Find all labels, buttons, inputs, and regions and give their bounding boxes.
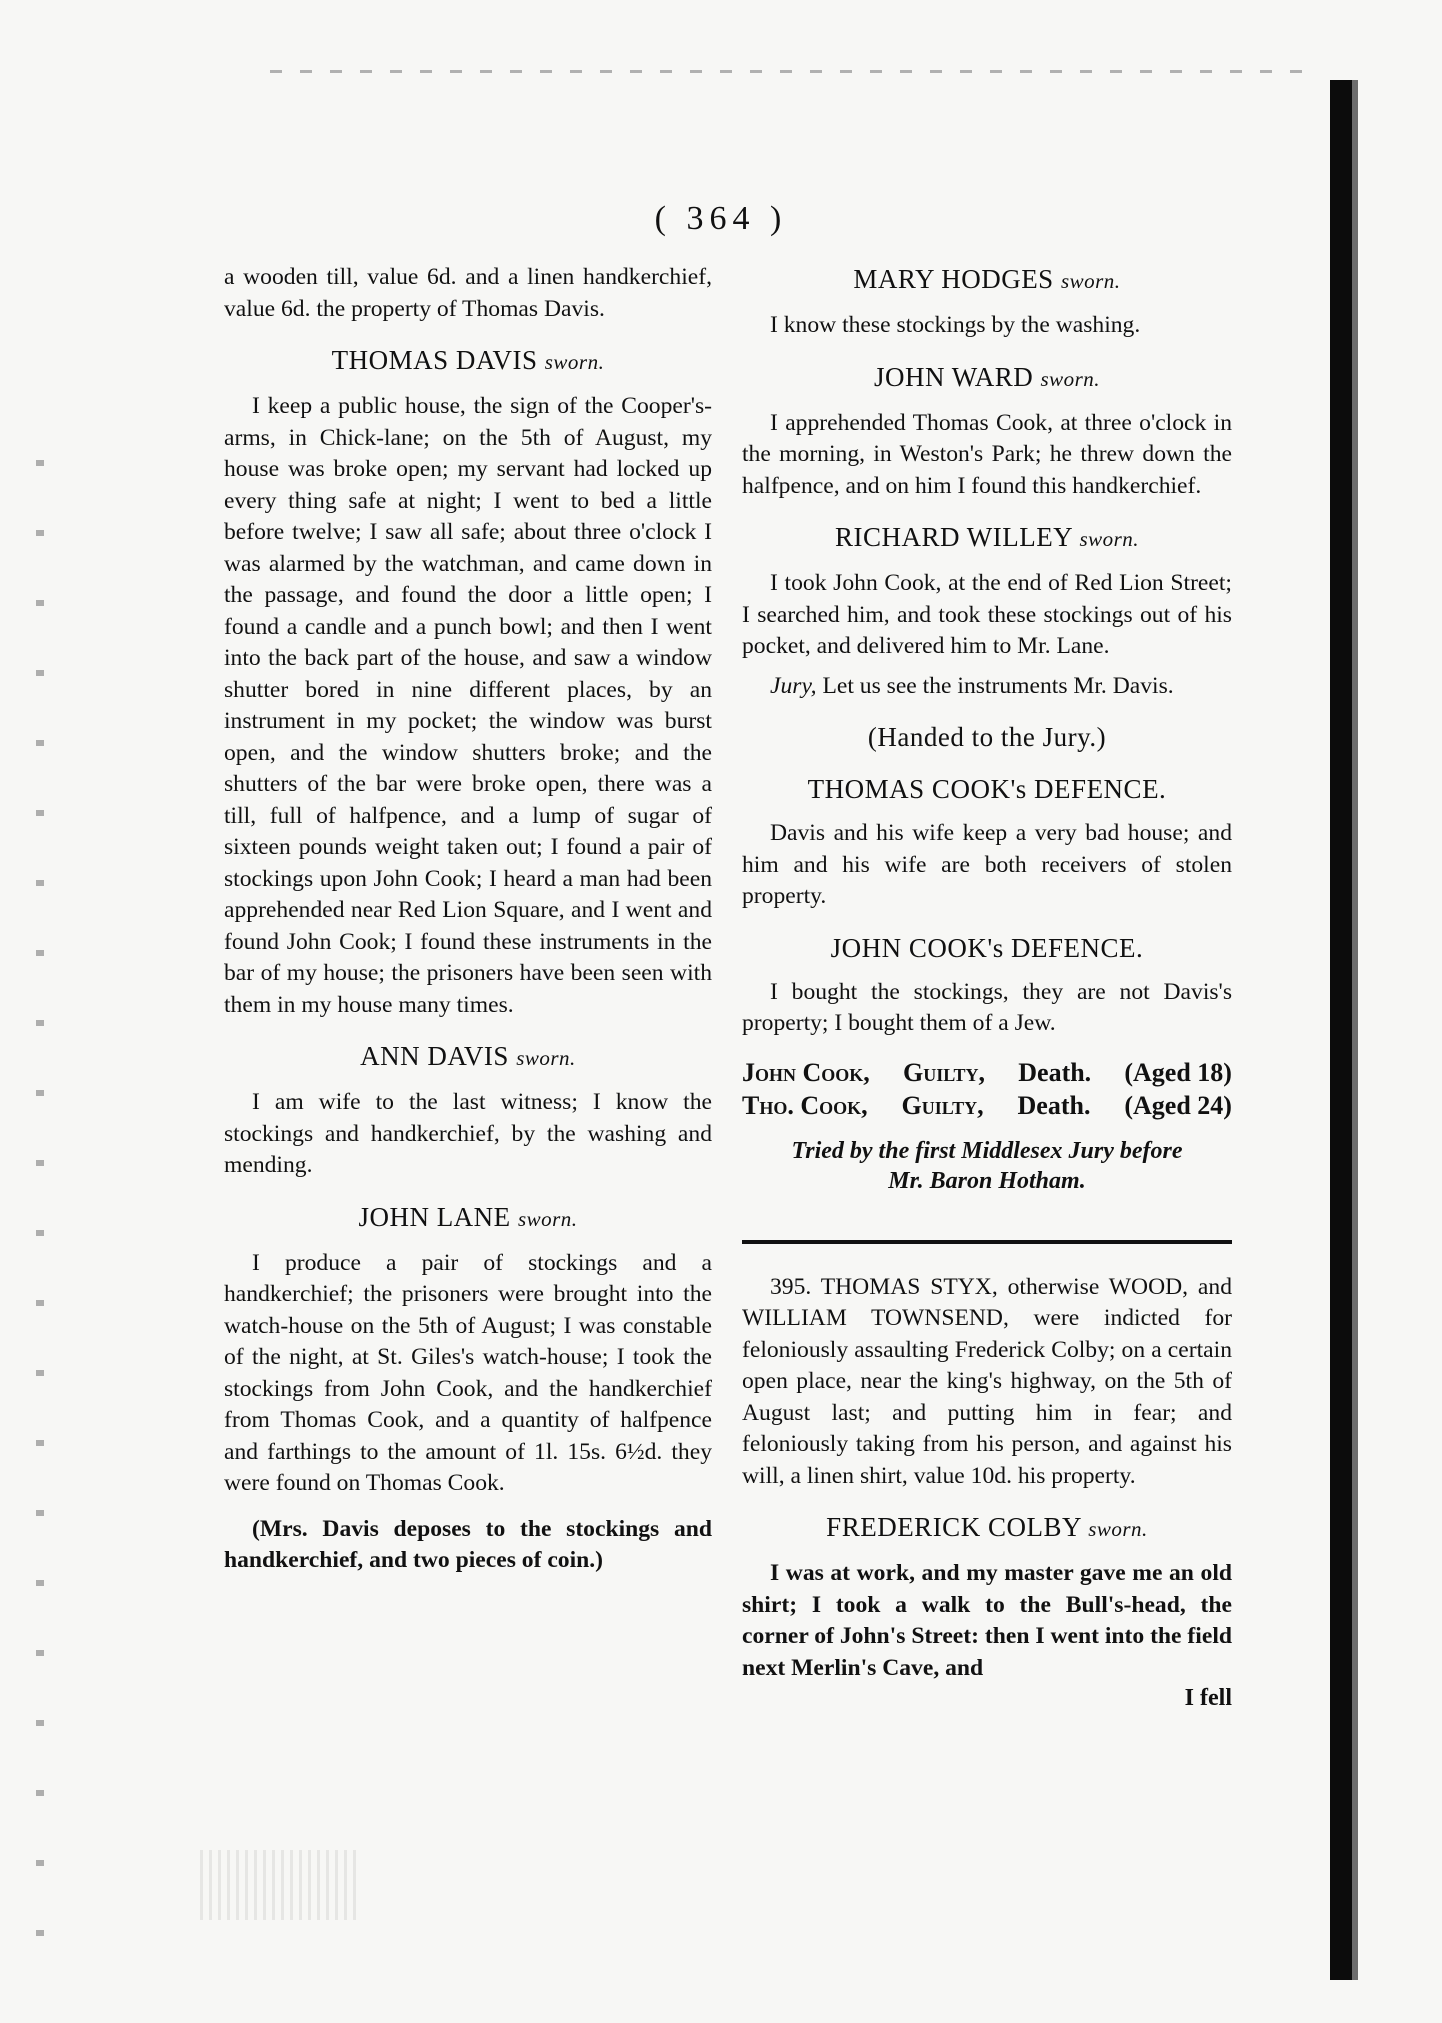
testimony-john-ward: I apprehended Thomas Cook, at three o'clock in the morning, in Weston's Park; he threw down the halfpence, and on him I found this handkerchief.	[742, 409, 1232, 499]
prisoner-age: (Aged 24)	[1124, 1090, 1232, 1120]
witness-heading-ann-davis	[224, 1039, 712, 1075]
book-spine-edge	[1352, 80, 1358, 1980]
witness-name: THOMAS DAVIS	[331, 345, 538, 375]
witness-name: FREDERICK COLBY	[826, 1512, 1081, 1542]
verdict-line	[742, 1089, 1232, 1122]
page-number: ( 364 )	[654, 200, 788, 237]
case-divider-rule	[742, 1240, 1232, 1244]
verdict: Guilty,	[902, 1057, 986, 1087]
sworn-label: sworn.	[516, 1046, 576, 1070]
sworn-label: sworn.	[1040, 366, 1101, 391]
testimony-mary-hodges: I know these stockings by the washing.	[770, 312, 1141, 338]
opening-text: a wooden till, value 6d. and a linen handkerchief, value 6d. the property of Thomas Davis.	[224, 264, 712, 322]
witness-heading-frederick-colby	[742, 1510, 1232, 1546]
sentence: Death.	[1017, 1090, 1091, 1120]
witness-heading-john-lane	[224, 1200, 712, 1236]
defence-john-cook: I bought the stockings, they are not Davis's property; I bought them of a Jew.	[742, 978, 1232, 1036]
handed-note: (Handed to the Jury.)	[867, 722, 1107, 752]
scan-noise-top	[270, 70, 1320, 73]
sworn-label: sworn.	[1060, 269, 1121, 293]
testimony-ann-davis: I am wife to the last witness; I know the stockings and handkerchief, by the washing and mending.	[224, 1089, 712, 1178]
prisoner-name: Tho. Cook,	[742, 1090, 868, 1120]
defence-thomas-cook: Davis and his wife keep a very bad house; and him and his wife are both receivers of stolen property.	[742, 820, 1232, 909]
witness-heading-mary-hodges	[742, 262, 1232, 298]
jury-text: Let us see the instruments Mr. Davis.	[822, 672, 1174, 699]
left-column	[224, 262, 712, 1577]
tried-by-text: Tried by the first Middlesex Jury before	[791, 1137, 1183, 1164]
witness-name: ANN DAVIS	[360, 1041, 509, 1071]
book-spine-shadow	[1330, 80, 1352, 1980]
jury-speaker: Jury,	[770, 672, 817, 699]
testimony-thomas-davis: I keep a public house, the sign of the Cooper's-arms, in Chick-lane; on the 5th of August, my house was broke open; my servant had locked up every thing safe at night; I went to bed a little before twelve; I saw all safe; about three o'clock I was alarmed by the watchman, and came down in the passage, and found the door a little open; I found a candle and a punch bowl; and then I went into the back part of the house, and saw a window shutter bored in nine different places, by an instrument in my pocket; the window was burst open, and the window shutters broke; and the shutters of the bar were broke open, there was a till, full of halfpence, and a lump of sugar of sixteen pounds weight taken out; I found a pair of stockings upon John Cook; I heard a man had been apprehended near Red Lion Square, and I went and found John Cook; I found these instruments in the bar of my house; the prisoners have been seen with them in my house many times.	[224, 393, 712, 1018]
witness-name: JOHN WARD	[873, 361, 1034, 392]
sworn-label: sworn.	[1079, 527, 1140, 551]
witness-name: JOHN LANE	[358, 1201, 511, 1232]
witness-name: RICHARD WILLEY	[834, 522, 1073, 552]
witness-heading-richard-willey	[742, 520, 1232, 556]
case-395-indictment: 395. THOMAS STYX, otherwise WOOD, and WILLIAM TOWNSEND, were indicted for feloniously assaulting Frederick Colby; on a certain open place, near the king's highway, on the 5th of August last; and putting him in fear; and feloniously taking from his person, and against his will, a linen shirt, value 10d. his property.	[742, 1273, 1232, 1489]
scan-smudge	[200, 1850, 360, 1920]
defence-heading-thomas-cook: THOMAS COOK's DEFENCE.	[807, 774, 1167, 804]
sworn-label: sworn.	[1088, 1517, 1148, 1541]
witness-heading-john-ward	[742, 360, 1232, 396]
right-column	[742, 262, 1232, 1712]
verdicts	[742, 1056, 1232, 1122]
sworn-label: sworn.	[544, 350, 605, 374]
verdict: Guilty,	[901, 1090, 984, 1120]
catchword: I fell	[1184, 1685, 1232, 1711]
verdict-line	[742, 1056, 1232, 1089]
testimony-richard-willey: I took John Cook, at the end of Red Lion Street; I searched him, and took these stockings out of his pocket, and delivered him to Mr. Lane.	[742, 570, 1232, 659]
testimony-frederick-colby: I was at work, and my master gave me an old shirt; I took a walk to the Bull's-head, the corner of John's Street: then I went into the field next Merlin's Cave, and	[742, 1560, 1232, 1681]
prisoner-age: (Aged 18)	[1124, 1057, 1232, 1087]
prisoner-name: John Cook,	[742, 1057, 870, 1087]
witness-name: MARY HODGES	[853, 264, 1054, 294]
defence-heading-john-cook: JOHN COOK's DEFENCE.	[830, 932, 1144, 963]
deposition-note: (Mrs. Davis deposes to the stockings and handkerchief, and two pieces of coin.)	[224, 1515, 712, 1573]
sentence: Death.	[1018, 1057, 1092, 1087]
jury-request	[742, 671, 1232, 703]
scan-margin-marks	[36, 460, 44, 1980]
tried-by-note	[742, 1136, 1232, 1196]
testimony-john-lane: I produce a pair of stockings and a handkerchief; the prisoners were brought into the watch-house on the 5th of August; I was constable of the night, at St. Giles's watch-house; I took the stockings from John Cook, and the handkerchief from Thomas Cook, and a quantity of halfpence and farthings to the amount of 1l. 15s. 6½d. they were found on Thomas Cook.	[224, 1249, 712, 1496]
sworn-label: sworn.	[517, 1206, 578, 1231]
witness-heading-thomas-davis	[224, 343, 712, 379]
judge-name: Mr. Baron Hotham.	[888, 1167, 1086, 1194]
